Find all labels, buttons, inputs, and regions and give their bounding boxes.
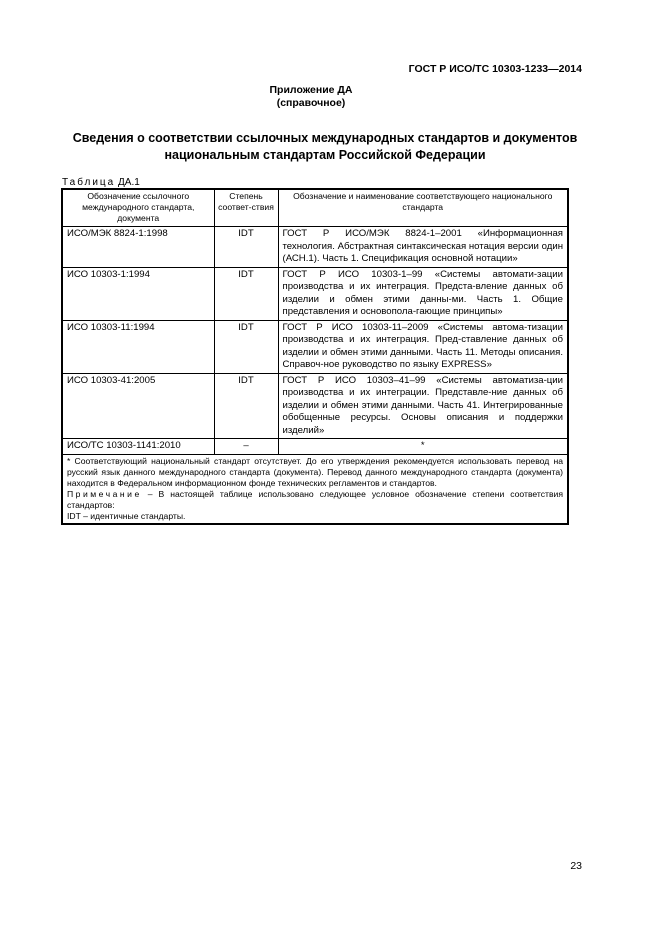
cell-degree: –	[214, 439, 278, 455]
cell-ref: ИСО 10303-41:2005	[62, 373, 214, 439]
cell-degree: IDT	[214, 373, 278, 439]
table-row	[62, 373, 568, 439]
header-national-standard: Обозначение и наименование соответствующего национального стандарта	[278, 189, 568, 227]
table-caption-word: Таблица	[62, 177, 116, 188]
note-text: – В настоящей таблице использовано следующее условное обозначение степени соответствия стандартов:	[67, 488, 563, 510]
table-footer	[62, 454, 568, 524]
table-caption	[62, 177, 140, 188]
cell-degree: IDT	[214, 267, 278, 320]
table-row	[62, 439, 568, 455]
appendix-title: Приложение ДА	[269, 84, 353, 96]
page-number: 23	[570, 860, 582, 872]
table-caption-number: ДА.1	[118, 177, 140, 188]
correspondence-table	[61, 188, 569, 525]
cell-ref: ИСО/МЭК 8824-1:1998	[62, 227, 214, 268]
cell-national: ГОСТ Р ИСО/МЭК 8824-1–2001 «Информационная технология. Абстрактная синтаксическая нотация версии один (АСН.1). Часть 1. Спецификация основной нотации»	[278, 227, 568, 268]
note-legend: IDT – идентичные стандарты.	[67, 510, 186, 521]
table-row	[62, 320, 568, 373]
cell-degree: IDT	[214, 320, 278, 373]
page-title: Сведения о соответствии ссылочных международных стандартов и документов национальным стандартам Российской Федерации	[72, 131, 578, 162]
footnote: * Соответствующий национальный стандарт отсутствует. До его утверждения рекомендуется использовать перевод на русский язык данного международного стандарта (документа). Перевод данного международного стандарта (документа) находится в Федеральном информационном фонде технических регламентов и стандартов.	[67, 455, 563, 488]
header-degree: Степень соответ-ствия	[214, 189, 278, 227]
appendix-subtitle: (справочное)	[276, 97, 346, 109]
cell-ref: ИСО 10303-11:1994	[62, 320, 214, 373]
cell-national: ГОСТ Р ИСО 10303-11–2009 «Системы автома-тизации производства и их интеграция. Пред-ставление данных об изделии и обмен этими данными. Часть 11. Методы описания. Справоч-ное руководство по языку EXPRESS»	[278, 320, 568, 373]
appendix-heading	[0, 84, 622, 110]
cell-ref: ИСО 10303-1:1994	[62, 267, 214, 320]
note-label: Примечание	[67, 488, 142, 499]
cell-degree: IDT	[214, 227, 278, 268]
table-row	[62, 267, 568, 320]
cell-ref: ИСО/ТС 10303-1141:2010	[62, 439, 214, 455]
cell-national: ГОСТ Р ИСО 10303-1–99 «Системы автомати-зации производства и их интеграция. Предста-вление данных об изделии и обмен этими данны-ми. Часть 1. Общие представления и основопола-гающие принципы»	[278, 267, 568, 320]
table-row	[62, 227, 568, 268]
table-footer-row	[62, 454, 568, 524]
header-ref-standard: Обозначение ссылочного международного стандарта, документа	[62, 189, 214, 227]
cell-national: *	[278, 439, 568, 455]
document-code: ГОСТ Р ИСО/ТС 10303-1233—2014	[408, 63, 582, 75]
note	[67, 489, 563, 511]
cell-national: ГОСТ Р ИСО 10303–41–99 «Системы автоматиза-ции производства и их интеграции. Представле-ние данных об изделии и обмен этими данными. Часть 41. Интегрированные обобщенные ресурсы. Основы описания и поддержки изделий»	[278, 373, 568, 439]
table-header-row	[62, 189, 568, 227]
